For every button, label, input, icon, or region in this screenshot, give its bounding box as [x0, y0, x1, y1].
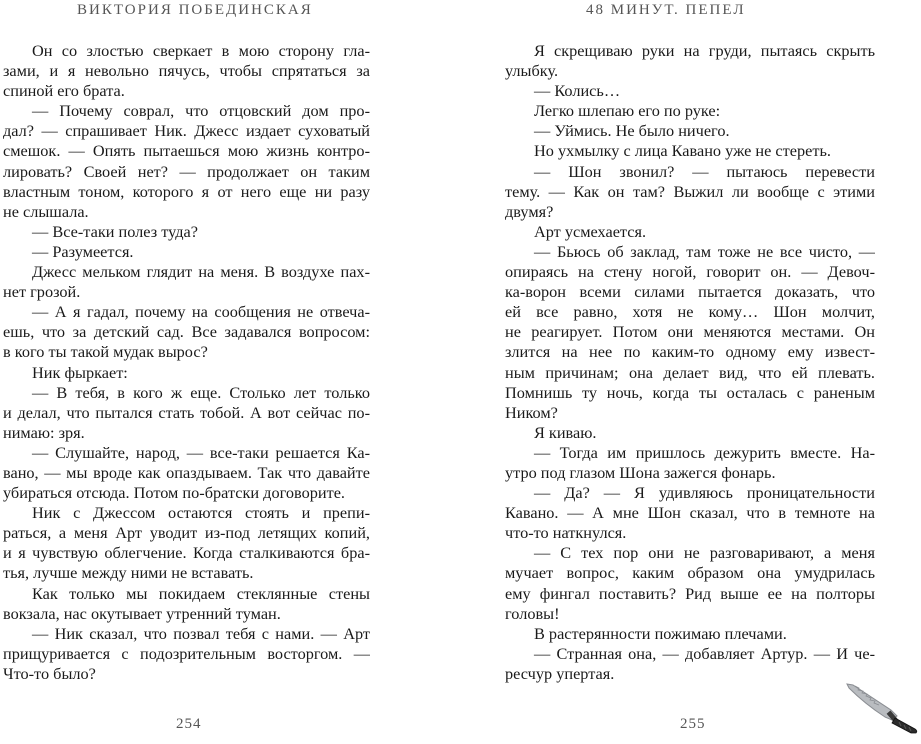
running-head-title: 48 МИНУТ. ПЕПЕЛ	[586, 2, 746, 18]
text-line: раться, а меня Арт уводит из-под летящих копий,	[3, 523, 370, 543]
running-head-author: ВИКТОРИЯ ПОБЕДИНСКАЯ	[77, 2, 313, 18]
text-line: злится на нее по каким-то одному ему извест-	[505, 342, 875, 362]
text-line: Ник с Джессом остаются стоять и препи-	[32, 503, 370, 523]
text-line: не слышала.	[3, 201, 89, 221]
text-line: — Ник сказал, что позвал тебя с нами. — Арт	[32, 623, 370, 643]
text-line: что-то наткнулся.	[505, 523, 627, 543]
text-line: спиной его брата.	[3, 81, 125, 101]
text-line: тему. — Как он там? Выжил ли вообще с этими	[505, 181, 875, 201]
text-line: Помнишь ту ночь, когда ты осталась с раненым	[505, 382, 875, 402]
text-line: утро под глазом Шона зажегся фонарь.	[505, 462, 776, 482]
text-line: — Да? — Я удивляюсь проницательности	[534, 483, 875, 503]
text-line: ка-ворон всеми силами пытается доказать, что	[505, 282, 875, 302]
text-line: ему фингал поставить? Рид выше ее на полторы	[505, 583, 875, 603]
text-line: прищуривается с подозрительным восторгом. —	[3, 643, 370, 663]
right-page	[460, 0, 921, 744]
left-page-text	[3, 41, 370, 684]
text-line: Я киваю.	[534, 422, 597, 442]
text-line: зами, и я невольно пячусь, чтобы спрятаться за	[3, 61, 370, 81]
text-line: — А я гадал, почему на сообщения не отвеча-	[32, 302, 370, 322]
text-line: мучает вопрос, каким образом она умудрилась	[505, 563, 875, 583]
text-line: лировать? Своей нет? — продолжает он таким	[3, 161, 370, 181]
text-line: — В тебя, в кого ж еще. Столько лет только	[32, 382, 370, 402]
text-line: в кого ты такой мудак вырос?	[3, 342, 208, 362]
text-line: — Странная она, — добавляет Артур. — И че-	[534, 643, 875, 663]
text-line: Я скрещиваю руки на груди, пытаясь скрыть	[534, 41, 875, 60]
text-line: нет грозой.	[3, 282, 81, 302]
text-line: опираясь на стену ногой, говорит он. — Девоч-	[505, 262, 875, 282]
text-line: убираться отсюда. Потом по-братски договорите.	[3, 483, 345, 503]
page-number-left: 254	[176, 716, 202, 732]
text-line: смешок. — Опять пытаешься мою жизнь контро-	[3, 141, 370, 161]
text-line: Кавано. — А мне Шон сказал, что в темноте на	[505, 503, 875, 523]
text-line: Он со злостью сверкает в мою сторону гла-	[32, 41, 370, 60]
text-line: Ником?	[505, 402, 558, 422]
text-line: — Почему соврал, что отцовский дом про-	[32, 101, 370, 121]
text-line: и делал, что пытался стать тобой. А вот сейчас по-	[3, 402, 370, 422]
text-line: ей все равно, хотя не кому… Шон молчит,	[505, 302, 875, 322]
text-line: и я чувствую облегчение. Когда сталкиваются бра-	[3, 543, 370, 563]
text-line: вано, — мы вроде как опаздываем. Так что давайте	[3, 462, 370, 482]
text-line: вокзала, нас окутывает утренний туман.	[3, 603, 281, 623]
text-line: нимаю: зря.	[3, 422, 85, 442]
text-line: Легко шлепаю его по руке:	[534, 101, 721, 121]
text-line: улыбку.	[505, 61, 559, 81]
text-line: Что-то было?	[3, 663, 96, 683]
text-line: Но ухмылку с лица Кавано уже не стереть.	[534, 141, 831, 161]
text-line: двумя?	[505, 201, 554, 221]
text-line: Как только мы покидаем стеклянные стены	[32, 583, 370, 603]
text-line: — Уймись. Не было ничего.	[534, 121, 730, 141]
knife-icon	[845, 682, 919, 734]
text-line: властным тоном, которого я от него еще ни разу	[3, 181, 370, 201]
text-line: не реагирует. Потом они меняются местами. Он	[505, 322, 875, 342]
text-line: — Колись…	[534, 81, 621, 101]
text-line: Арт усмехается.	[534, 221, 647, 241]
text-line: — Разумеется.	[32, 241, 134, 261]
text-line: — С тех пор они не разговаривают, а меня	[534, 543, 875, 563]
text-line: Джесс мельком глядит на меня. В воздухе пах-	[32, 262, 370, 282]
text-line: — Бьюсь об заклад, там тоже не все чисто, —	[534, 241, 875, 261]
text-line: — Слушайте, народ, — все-таки решается Ка-	[32, 442, 370, 462]
text-line: — Все-таки полез туда?	[32, 221, 198, 241]
text-line: дал? — спрашивает Ник. Джесс издает суховатый	[3, 121, 370, 141]
text-line: — Шон звонил? — пытаюсь перевести	[534, 161, 875, 181]
text-line: головы!	[505, 603, 560, 623]
left-page	[0, 0, 460, 744]
text-line: В растерянности пожимаю плечами.	[534, 623, 787, 643]
right-page-text	[505, 41, 875, 684]
text-line: — Тогда им пришлось дежурить вместе. На-	[534, 442, 875, 462]
text-line: ешь, что за детский сад. Все задавался вопросом:	[3, 322, 370, 342]
text-line: ным причинам; она делает вид, что ей плевать.	[505, 362, 875, 382]
page-number-right: 255	[680, 716, 706, 732]
text-line: тья, лучше между ними не вставать.	[3, 563, 254, 583]
text-line: ресчур упертая.	[505, 663, 615, 683]
text-line: Ник фыркает:	[32, 362, 128, 382]
